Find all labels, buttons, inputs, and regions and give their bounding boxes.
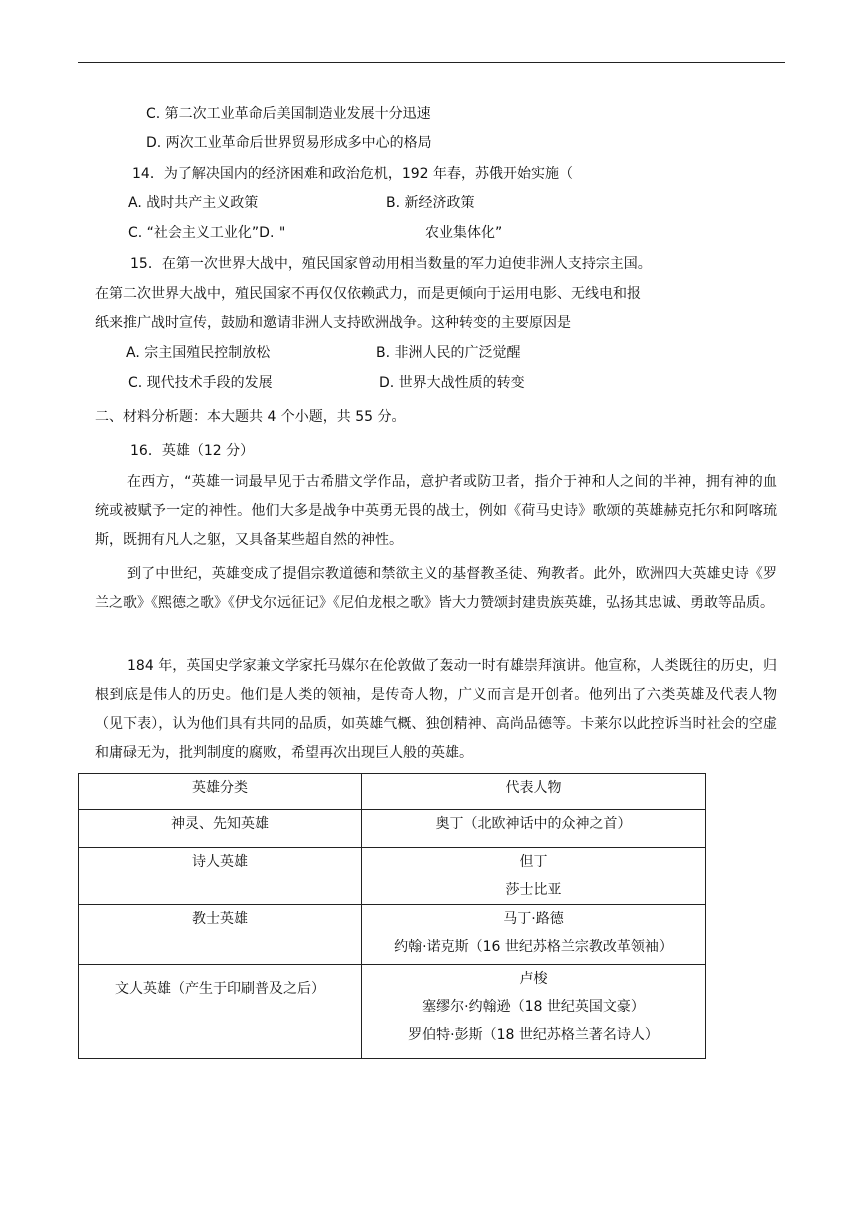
section-heading: 二、材料分析题：本大题共 4 个小题，共 55 分。	[95, 409, 406, 425]
table-row	[79, 848, 706, 905]
option-c-q13: C. 第二次工业革命后美国制造业发展十分迅速	[146, 106, 431, 122]
table-cell-figures: 卢梭 塞缪尔·约翰逊（18 世纪英国文豪） 罗伯特·彭斯（18 世纪苏格兰著名诗人）	[362, 965, 706, 1059]
table-cell-figures: 但丁 莎士比亚	[362, 848, 706, 905]
table-header-row	[79, 774, 706, 810]
table-row	[79, 905, 706, 965]
table-cell-category: 教士英雄	[79, 905, 362, 965]
q14-option-a: A. 战时共产主义政策	[128, 195, 259, 211]
q14-option-c: C. “社会主义工业化”D. "	[128, 225, 286, 241]
table-row	[79, 965, 706, 1059]
header-rule	[78, 62, 785, 63]
q14-option-d: 农业集体化”	[425, 225, 503, 241]
question-15-line-3: 纸来推广战时宣传，鼓励和邀请非洲人支持欧洲战争。这种转变的主要原因是	[95, 315, 571, 331]
q15-option-b: B. 非洲人民的广泛觉醒	[376, 345, 521, 361]
q15-option-c: C. 现代技术手段的发展	[128, 375, 273, 391]
material-paragraph-1: 在西方，“英雄一词最早见于古希腊文学作品，意护者或防卫者，指介于神和人之间的半神，拥有神的血统或被赋予一定的神性。他们大多是战争中英勇无畏的战士，例如《荷马史诗》歌颂的英雄赫克托尔和阿喀琉斯，既拥有凡人之躯，又具备某些超自然的神性。	[95, 474, 777, 548]
option-d-q13: D. 两次工业革命后世界贸易形成多中心的格局	[146, 135, 432, 151]
table-cell-category: 神灵、先知英雄	[79, 810, 362, 848]
question-16-title: 16．英雄（12 分）	[130, 443, 255, 459]
table-cell-figures: 奥丁（北欧神话中的众神之首）	[362, 810, 706, 848]
question-14-stem: 14．为了解决国内的经济困难和政治危机，192 年春，苏俄开始实施（	[132, 166, 573, 182]
table-cell-figures: 马丁·路德 约翰·诺克斯（16 世纪苏格兰宗教改革领袖）	[362, 905, 706, 965]
heroes-table	[78, 773, 706, 1059]
question-15-line-1: 15．在第一次世界大战中，殖民国家曾动用相当数量的军力迫使非洲人支持宗主国。	[130, 256, 652, 272]
material-paragraph-2: 到了中世纪，英雄变成了提倡宗教道德和禁欲主义的基督教圣徒、殉教者。此外，欧洲四大英雄史诗《罗兰之歌》《熙德之歌》《伊戈尔远征记》《尼伯龙根之歌》皆大力赞颂封建贵族英雄，弘扬其忠诚、勇敢等品质。	[95, 566, 777, 611]
table-cell-category: 诗人英雄	[79, 848, 362, 905]
material-paragraph-3: 184 年，英国史学家兼文学家托马媒尔在伦敦做了轰动一时有雄崇拜演讲。他宣称，人类既往的历史，归根到底是伟人的历史。他们是人类的领袖，是传奇人物，广义而言是开创者。他列出了六类英雄及代表人物（见下表），认为他们具有共同的品质，如英雄气概、独创精神、高尚品德等。卡莱尔以此控诉当时社会的空虚和庸碌无为，批判制度的腐败，希望再次出现巨人般的英雄。	[95, 658, 777, 761]
q14-option-b: B. 新经济政策	[386, 195, 475, 211]
table-cell-category: 文人英雄（产生于印刷普及之后）	[79, 965, 362, 1059]
q15-option-a: A. 宗主国殖民控制放松	[126, 345, 271, 361]
table-header-figures: 代表人物	[362, 774, 706, 810]
table-row	[79, 810, 706, 848]
question-15-line-2: 在第二次世界大战中，殖民国家不再仅仅依赖武力，而是更倾向于运用电影、无线电和报	[95, 286, 641, 302]
table-header-category: 英雄分类	[79, 774, 362, 810]
q15-option-d: D. 世界大战性质的转变	[379, 375, 525, 391]
